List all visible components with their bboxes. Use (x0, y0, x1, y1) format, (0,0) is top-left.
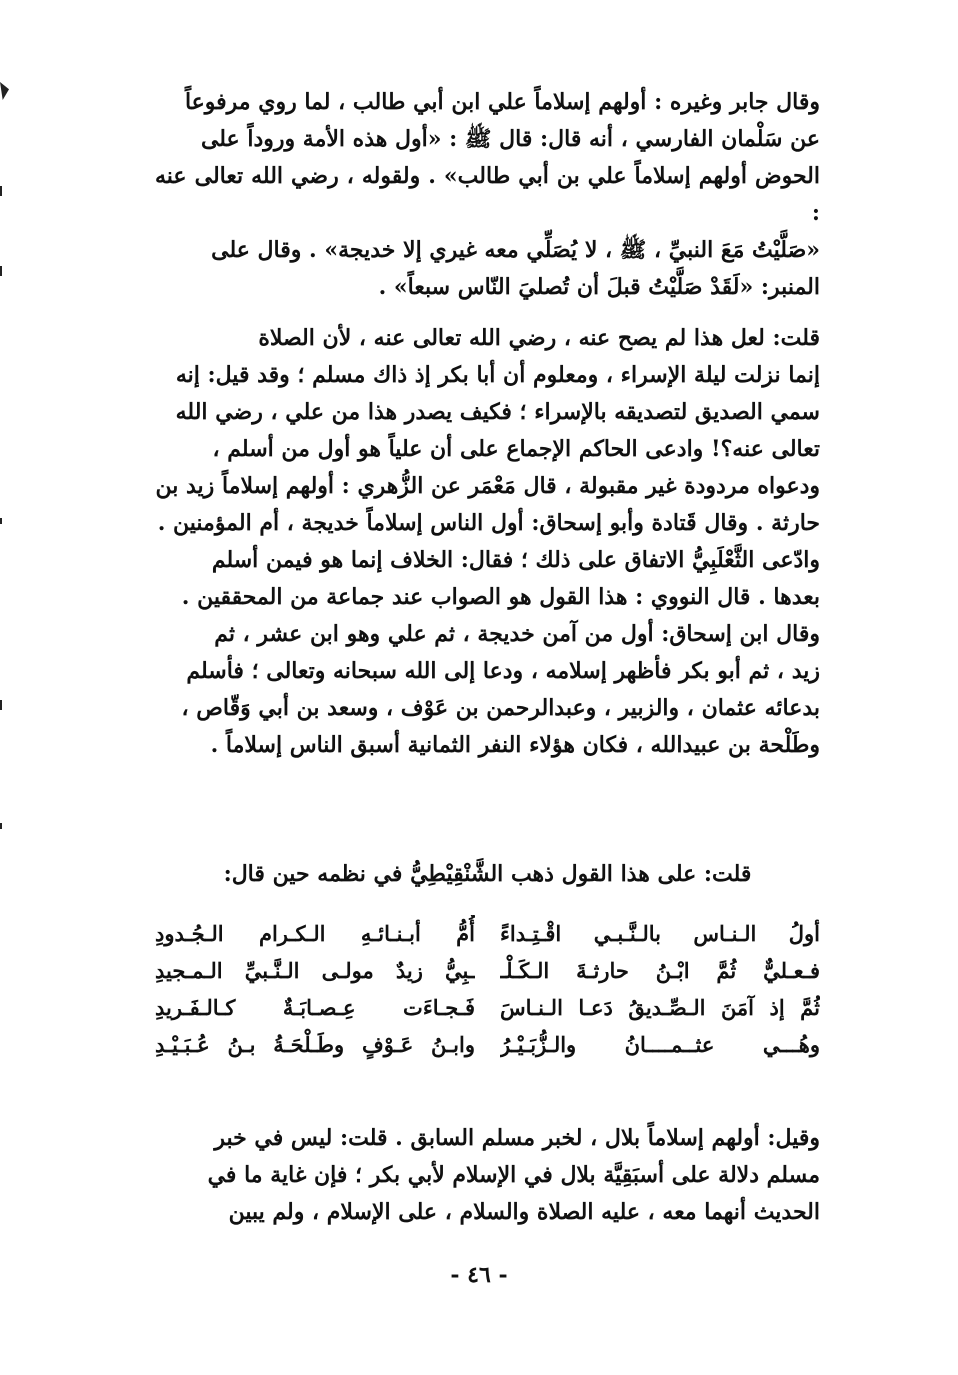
scan-edge-mark (0, 266, 2, 276)
text-line: الحوض أولهم إسلاماً علي بن أبي طالب» . ولقوله ، رضي الله تعالى عنه : (155, 163, 820, 226)
text-line: بعدها . قال النووي : هذا القول هو الصواب عند جماعة من المحققين . (181, 584, 820, 610)
text-line: وقال ابن إسحاق: أول من آمن خديجة ، ثم علي وهو ابن عشر ، ثم (214, 621, 820, 647)
poem (155, 915, 820, 1063)
text-line: سمي الصديق لتصديقه بالإسراء ؛ فكيف يصدر هذا من علي ، رضي الله (175, 399, 820, 425)
text-line: زيد ، ثم أبو بكر فأظهر إسلامه ، ودعا إلى الله سبحانه وتعالى ؛ فأسلم (186, 658, 820, 684)
scan-edge-mark (0, 823, 2, 829)
poem-verse (155, 989, 820, 1026)
page-number: - ٤٦ - (450, 1262, 508, 1288)
text-line: بدعائه عثمان ، والزبير ، وعبدالرحمن بن عَوْف ، وسعد بن أبي وَقّاص ، (181, 695, 820, 721)
poem-verse (155, 915, 820, 952)
verse-first-hemistich: ثُمَّ إذ آمَنَ الـصِّـديقُ دَعـا الـنـاسَ (500, 995, 820, 1020)
verse-first-hemistich: أولُ الـنـاس بالـنَّـبـي اقْـتِـداءً (500, 921, 820, 946)
text-line: الحديث أنهما معه ، عليه الصلاة والسلام ، على الإسلام ، ولم يبين (228, 1199, 820, 1225)
paragraph-second (155, 320, 820, 764)
verse-first-hemistich: فـعـليٌّ ثُمَّ ابْـنُ حارثـةَ الـكَـلْـ (500, 958, 820, 983)
scan-edge-mark (0, 82, 9, 100)
text-line: حارثة . وقال قَتادة وأبو إسحاق: أول الناس إسلاماً خديجة ، أم المؤمنين . (157, 510, 820, 536)
paragraph-third (155, 1120, 820, 1231)
verse-second-hemistich: فَـجـاءَت عِـصـابَـةٌ كـالـفَـريدِ (155, 995, 475, 1020)
text-line: المنبر: «لَقَدْ صَلَّيْتُ قبلَ أن تُصليَ النّاس سبعاً» . (378, 274, 820, 300)
text-line: تعالى عنه؟! وادعى الحاكم الإجماع على أن علياً هو أول من أسلم ، (212, 436, 820, 462)
text-line: إنما نزلت ليلة الإسراء ، ومعلوم أن أبا بكر إذ ذاك مسلم ؛ وقد قيل: إنه (175, 362, 820, 388)
text-line: ودعواه مردودة غير مقبولة ، قال مَعْمَر عن الزُّهري : أولهم إسلاماً زيد بن (155, 473, 820, 499)
text-line: قلت: لعل هذا لم يصح عنه ، رضي الله تعالى عنه ، لأن الصلاة (258, 325, 820, 351)
scan-edge-mark (0, 700, 2, 710)
scan-edge-mark (0, 518, 2, 524)
paragraph-first (155, 84, 820, 306)
poem-verse (155, 1026, 820, 1063)
text-line: وقال جابر وغيره : أولهم إسلاماً علي ابن أبي طالب ، لما روي مرفوعاً (184, 89, 820, 115)
text-line: وادّعى الثَّعْلَبِيُّ الاتفاق على ذلك ؛ فقال: الخلاف إنما هو فيمن أسلم (211, 547, 820, 573)
verse-second-hemistich: ـبِيُّ زيدٌ مولـى الـنَّـبيِّ الـمـجيدِ (155, 958, 475, 983)
poem-introduction: قلت: على هذا القول ذهب الشَّنْقِيْطِيُّ في نظمه حين قال: (223, 861, 752, 887)
text-line: مسلم دلالة على أسبَقِيَّة بلال في الإسلام لأبي بكر ؛ فإن غاية ما في (207, 1162, 820, 1188)
verse-second-hemistich: وابـنُ عَـوْفٍ وطَـلْحَـةُ بـنُ عُـبَـيْـدِ (155, 1032, 475, 1057)
verse-first-hemistich: وهُـــي عثــمــــانُ والـزُّبَـيْـرُ (500, 1032, 820, 1057)
text-line: عن سَلْمان الفارسي ، أنه قال: قال ﷺ : «أول هذه الأمة وروداً على (200, 126, 820, 152)
verse-second-hemistich: أُمُّ أبـنـائـهِ الـكـرام الـجُـدودِ (155, 921, 475, 946)
text-line: وقيل: أولهم إسلاماً بلال ، لخبر مسلم السابق . قلت: ليس في خبر (214, 1125, 820, 1151)
text-line: وطَلْحة بن عبيدالله ، فكان هؤلاء النفر الثمانية أسبق الناس إسلاماً . (210, 732, 820, 758)
scan-edge-mark (0, 186, 2, 196)
text-line: «صَلَّيْتُ مَعَ النبيِّ ، ﷺ ، لا يُصَلِّي معه غيري إلا خديجة» . وقال على (211, 237, 820, 263)
poem-verse (155, 952, 820, 989)
